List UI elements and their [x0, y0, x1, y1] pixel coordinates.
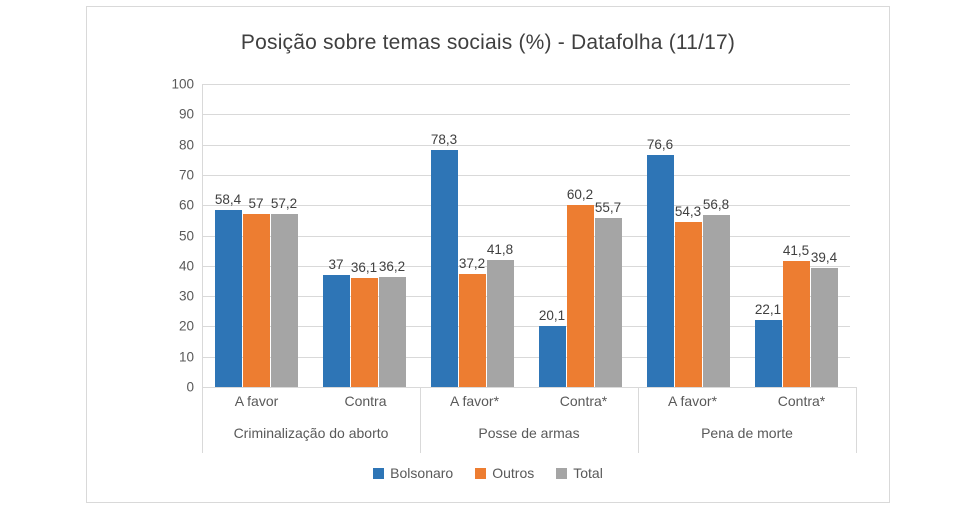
y-axis-tick-label: 80	[178, 137, 194, 153]
section-label: Pena de morte	[701, 425, 793, 441]
section-separator	[638, 387, 639, 453]
bar[interactable]	[214, 192, 242, 387]
bar-value-label: 37	[328, 256, 344, 272]
bar[interactable]	[566, 186, 594, 387]
bar-value-label: 36,2	[378, 259, 406, 275]
bar-value-label: 58,4	[214, 192, 242, 208]
legend-swatch	[373, 468, 384, 479]
category-label: Contra*	[777, 393, 826, 409]
bar-value-label: 57,2	[270, 195, 298, 211]
bar[interactable]	[646, 136, 674, 387]
bar-group	[526, 84, 634, 387]
bar[interactable]	[674, 204, 702, 387]
category-label: Contra*	[559, 393, 608, 409]
bar-value-label: 76,6	[646, 136, 674, 152]
y-axis-tick-label: 70	[178, 167, 194, 183]
bar[interactable]	[594, 200, 622, 387]
legend-label: Outros	[492, 465, 535, 481]
bar[interactable]	[323, 256, 350, 387]
category-label: A favor*	[449, 393, 500, 409]
legend-swatch	[475, 468, 486, 479]
plot-area	[146, 76, 856, 395]
bar-value-label: 37,2	[458, 256, 486, 272]
legend-item[interactable]	[373, 465, 453, 481]
bar[interactable]	[243, 196, 270, 387]
bar[interactable]	[538, 308, 566, 387]
bar[interactable]	[702, 196, 730, 387]
chart-title: Posição sobre temas sociais (%) - Datafolha (11/17)	[240, 31, 736, 54]
bar-value-label: 55,7	[594, 200, 622, 216]
bar-group	[634, 84, 742, 387]
y-axis-tick-label: 90	[178, 106, 194, 122]
bar-value-label: 56,8	[702, 196, 730, 212]
legend-label: Total	[573, 465, 603, 481]
axis-edge-tick	[856, 387, 857, 453]
y-axis-tick-label: 40	[178, 258, 194, 274]
category-axis	[202, 387, 856, 459]
y-axis-tick-label: 30	[178, 288, 194, 304]
grid-zone	[171, 76, 850, 395]
category-label: A favor*	[667, 393, 718, 409]
legend-label: Bolsonaro	[390, 465, 454, 481]
chart-card	[86, 6, 890, 503]
y-axis-tick-label: 50	[178, 228, 194, 243]
bar-value-label: 36,1	[350, 259, 378, 275]
category-axis-line	[202, 387, 856, 388]
bar[interactable]	[270, 195, 298, 387]
y-axis-tick-label: 100	[171, 76, 194, 92]
y-axis-tick-label: 0	[186, 379, 194, 395]
bar-value-label: 57	[248, 196, 264, 212]
bar-value-label: 20,1	[538, 308, 566, 324]
category-label: A favor	[234, 393, 279, 409]
bar-value-label: 78,3	[430, 131, 458, 147]
bar[interactable]	[810, 249, 838, 387]
bar[interactable]	[486, 242, 514, 387]
bar-group	[202, 84, 310, 387]
bar-group	[742, 84, 850, 387]
bar-value-label: 39,4	[810, 249, 838, 265]
bar[interactable]	[458, 256, 486, 387]
bar-group	[418, 84, 526, 387]
bar-value-label: 41,5	[782, 243, 810, 259]
y-axis-tick-label: 60	[178, 197, 194, 213]
bar-value-label: 54,3	[674, 204, 702, 220]
bar[interactable]	[350, 259, 378, 387]
bar-group	[310, 84, 418, 387]
legend-item[interactable]	[475, 465, 534, 481]
bar-value-label: 22,1	[754, 302, 782, 318]
section-separator	[420, 387, 421, 453]
bar-value-label: 41,8	[486, 242, 514, 258]
legend-swatch	[556, 468, 567, 479]
legend-item[interactable]	[556, 465, 603, 481]
bar-value-label: 60,2	[566, 186, 594, 202]
section-label: Criminalização do aborto	[233, 425, 389, 441]
y-axis-tick-label: 20	[178, 318, 194, 334]
y-axis-tick-label: 10	[178, 349, 194, 365]
bar[interactable]	[782, 243, 810, 387]
bars-layer	[202, 84, 850, 387]
bar[interactable]	[430, 131, 458, 387]
category-label: Contra	[344, 393, 387, 409]
bar[interactable]	[378, 259, 406, 387]
bar[interactable]	[754, 302, 782, 387]
axis-edge-tick	[202, 387, 203, 453]
chart-legend	[87, 465, 889, 481]
section-label: Posse de armas	[478, 425, 580, 441]
